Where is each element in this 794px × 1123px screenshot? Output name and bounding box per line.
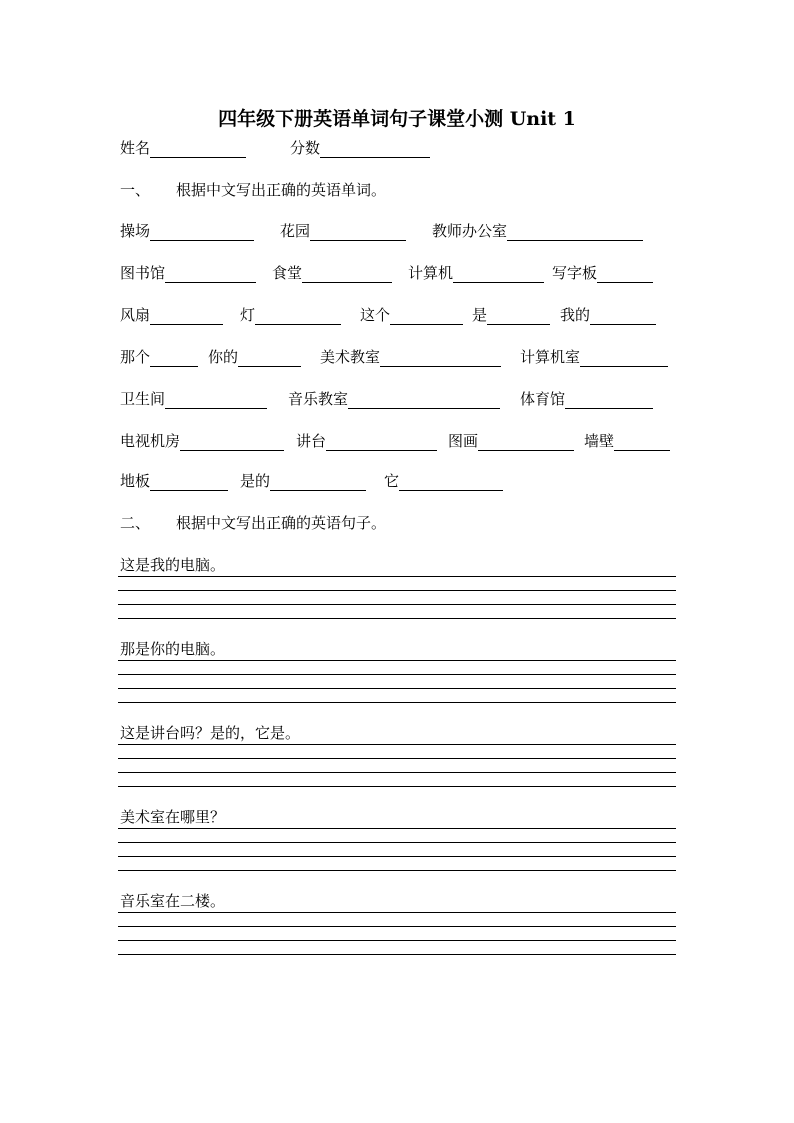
answer-blank[interactable] [565, 390, 653, 409]
vocab-prompt: 写字板 [552, 264, 598, 282]
answer-blank[interactable] [380, 348, 501, 367]
writing-line[interactable] [118, 857, 676, 871]
answer-blank[interactable] [453, 264, 544, 283]
sentence-prompt: 音乐室在二楼。 [118, 892, 676, 913]
writing-line[interactable] [118, 927, 676, 941]
section-2-number: 二、 [120, 514, 151, 532]
vocab-prompt: 地板 [120, 472, 151, 490]
vocab-prompt: 它 [384, 472, 400, 490]
vocab-item[interactable] [280, 221, 406, 243]
answer-blank[interactable] [597, 264, 653, 283]
vocab-item[interactable] [272, 263, 392, 285]
sentence-item[interactable] [118, 724, 676, 787]
vocab-item[interactable] [296, 431, 437, 453]
answer-blank[interactable] [302, 264, 392, 283]
vocab-item[interactable] [560, 305, 656, 327]
vocab-item[interactable] [384, 471, 503, 493]
sentence-prompt: 那是你的电脑。 [118, 640, 676, 661]
vocab-prompt: 是的 [240, 472, 271, 490]
vocab-prompt: 音乐教室 [288, 390, 349, 408]
vocab-row-4 [120, 347, 680, 369]
vocab-row-7 [120, 471, 680, 493]
writing-line[interactable] [118, 843, 676, 857]
vocab-prompt: 我的 [560, 306, 591, 324]
worksheet-title: 四年级下册英语单词句子课堂小测 Unit 1 [218, 108, 576, 130]
writing-line[interactable] [118, 913, 676, 927]
answer-blank[interactable] [326, 432, 437, 451]
answer-blank[interactable] [150, 306, 223, 325]
vocab-row-2 [120, 263, 680, 285]
vocab-row-3 [120, 305, 680, 327]
vocab-item[interactable] [120, 389, 267, 411]
writing-line[interactable] [118, 745, 676, 759]
answer-blank[interactable] [150, 472, 228, 491]
vocab-row-5 [120, 389, 680, 411]
writing-line[interactable] [118, 829, 676, 843]
writing-line[interactable] [118, 661, 676, 675]
sentence-item[interactable] [118, 556, 676, 619]
answer-blank[interactable] [310, 222, 406, 241]
sentence-item[interactable] [118, 808, 676, 871]
answer-blank[interactable] [614, 432, 670, 451]
vocab-prompt: 花园 [280, 222, 311, 240]
answer-blank[interactable] [180, 432, 284, 451]
vocab-item[interactable] [520, 389, 653, 411]
writing-line[interactable] [118, 591, 676, 605]
vocab-item[interactable] [240, 305, 341, 327]
score-label: 分数 [290, 139, 321, 157]
answer-blank[interactable] [165, 390, 267, 409]
vocab-item[interactable] [472, 305, 550, 327]
vocab-prompt: 食堂 [272, 264, 303, 282]
vocab-prompt: 计算机 [408, 264, 454, 282]
writing-line[interactable] [118, 577, 676, 591]
vocab-item[interactable] [120, 263, 256, 285]
vocab-item[interactable] [408, 263, 544, 285]
answer-blank[interactable] [348, 390, 500, 409]
vocab-prompt: 教师办公室 [432, 222, 508, 240]
name-blank[interactable] [150, 139, 246, 158]
vocab-prompt: 你的 [208, 348, 239, 366]
vocab-prompt: 这个 [360, 306, 391, 324]
vocab-item[interactable] [120, 347, 198, 369]
answer-blank[interactable] [270, 472, 366, 491]
answer-blank[interactable] [238, 348, 301, 367]
vocab-item[interactable] [240, 471, 366, 493]
vocab-item[interactable] [208, 347, 301, 369]
name-field[interactable] [120, 138, 246, 160]
answer-blank[interactable] [165, 264, 256, 283]
sentence-prompt: 美术室在哪里？ [118, 808, 676, 829]
vocab-item[interactable] [360, 305, 463, 327]
section-1-instruction: 根据中文写出正确的英语单词。 [176, 181, 387, 199]
answer-blank[interactable] [507, 222, 643, 241]
vocab-item[interactable] [120, 471, 228, 493]
student-info-row [120, 138, 680, 160]
vocab-prompt: 电视机房 [120, 432, 181, 450]
writing-line[interactable] [118, 675, 676, 689]
vocab-prompt: 图画 [448, 432, 479, 450]
section-2-instruction: 根据中文写出正确的英语句子。 [176, 514, 387, 532]
vocab-item[interactable] [584, 431, 670, 453]
writing-line[interactable] [118, 773, 676, 787]
vocab-prompt: 体育馆 [520, 390, 566, 408]
vocab-item[interactable] [320, 347, 501, 369]
vocab-row-1 [120, 221, 680, 243]
vocab-item[interactable] [520, 347, 668, 369]
answer-blank[interactable] [399, 472, 503, 491]
name-label: 姓名 [120, 139, 151, 157]
writing-line[interactable] [118, 689, 676, 703]
vocab-item[interactable] [120, 431, 284, 453]
answer-blank[interactable] [150, 348, 198, 367]
vocab-item[interactable] [552, 263, 653, 285]
writing-line[interactable] [118, 759, 676, 773]
score-field[interactable] [290, 138, 430, 160]
answer-blank[interactable] [478, 432, 574, 451]
vocab-item[interactable] [432, 221, 643, 243]
vocab-prompt: 计算机室 [520, 348, 581, 366]
vocab-prompt: 图书馆 [120, 264, 166, 282]
vocab-prompt: 风扇 [120, 306, 151, 324]
vocab-prompt: 卫生间 [120, 390, 166, 408]
vocab-prompt: 是 [472, 306, 488, 324]
answer-blank[interactable] [390, 306, 463, 325]
answer-blank[interactable] [487, 306, 550, 325]
vocab-item[interactable] [120, 221, 254, 243]
vocab-prompt: 那个 [120, 348, 151, 366]
answer-blank[interactable] [255, 306, 341, 325]
vocab-prompt: 墙壁 [584, 432, 615, 450]
vocab-item[interactable] [288, 389, 500, 411]
sentence-item[interactable] [118, 892, 676, 955]
vocab-prompt: 灯 [240, 306, 256, 324]
vocab-item[interactable] [120, 305, 223, 327]
sentence-prompt: 这是讲台吗？是的，它是。 [118, 724, 676, 745]
vocab-item[interactable] [448, 431, 574, 453]
answer-blank[interactable] [590, 306, 656, 325]
vocab-prompt: 美术教室 [320, 348, 381, 366]
score-blank[interactable] [320, 139, 430, 158]
vocab-prompt: 讲台 [296, 432, 327, 450]
section-1-number: 一、 [120, 181, 151, 199]
writing-line[interactable] [118, 605, 676, 619]
vocab-row-6 [120, 431, 680, 453]
answer-blank[interactable] [580, 348, 668, 367]
writing-line[interactable] [118, 941, 676, 955]
sentence-item[interactable] [118, 640, 676, 703]
vocab-prompt: 操场 [120, 222, 151, 240]
answer-blank[interactable] [150, 222, 254, 241]
sentence-prompt: 这是我的电脑。 [118, 556, 676, 577]
